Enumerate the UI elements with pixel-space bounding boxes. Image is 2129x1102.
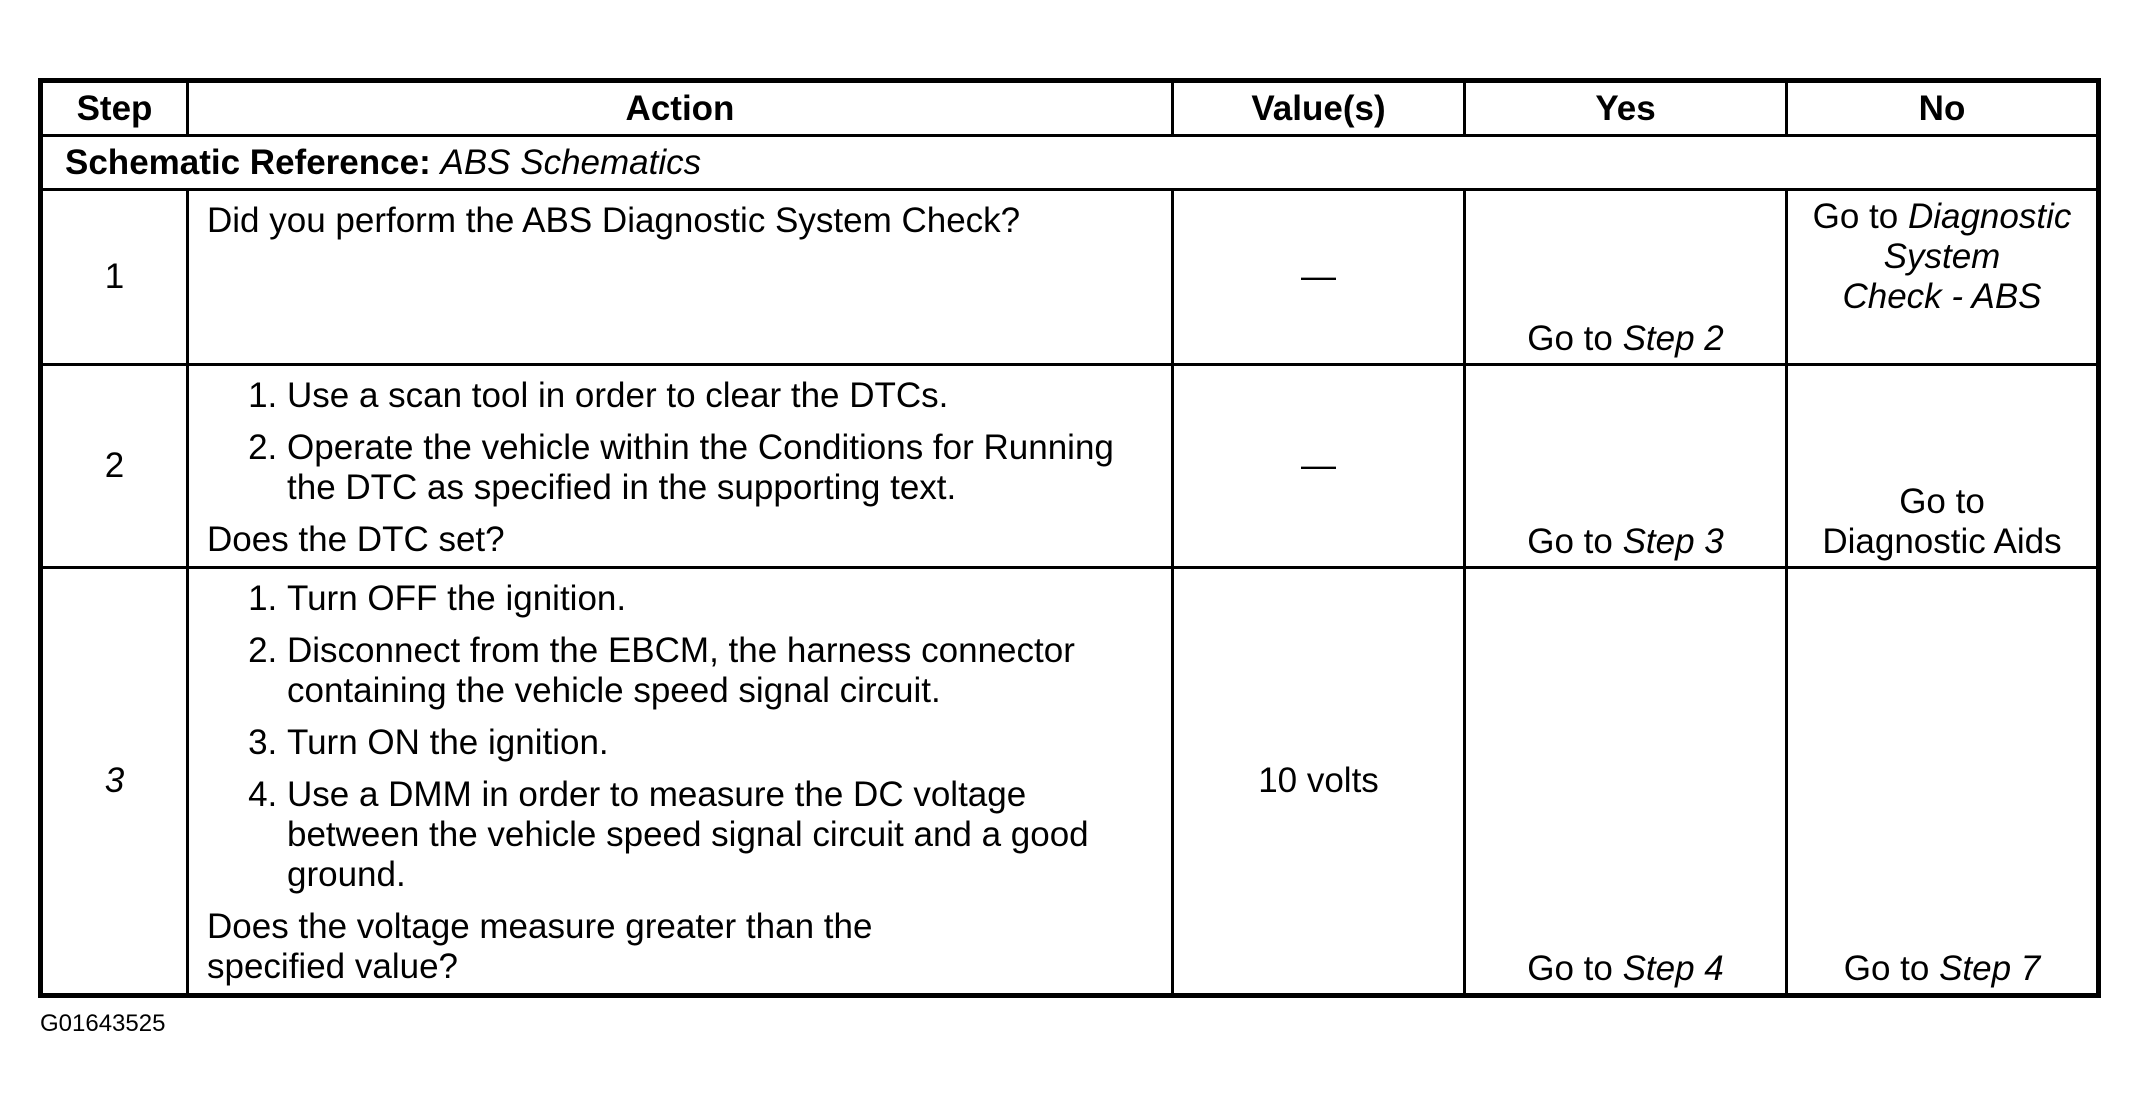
action-cell	[188, 190, 1173, 365]
no-line-2: Diagnostic Aids	[1822, 522, 2062, 561]
table-row	[41, 568, 2099, 996]
action-question	[207, 907, 1157, 987]
action-item: 1. Turn OFF the ignition.	[287, 579, 1157, 619]
action-list	[207, 579, 1157, 895]
header-action: Action	[188, 81, 1173, 136]
action-list	[207, 376, 1157, 508]
schematic-reference-row	[41, 136, 2099, 190]
no-line-1: Go to	[1899, 482, 1985, 521]
no-cell	[1787, 190, 2099, 365]
reference-label: Schematic Reference:	[65, 142, 431, 182]
yes-target: Step 3	[1622, 522, 1724, 561]
yes-target: Step 4	[1622, 949, 1724, 988]
yes-prefix: Go to	[1527, 949, 1623, 988]
table-row	[41, 190, 2099, 365]
yes-prefix: Go to	[1527, 319, 1623, 358]
question-line-1: Does the voltage measure greater than the	[207, 907, 873, 946]
step-number: 2	[41, 365, 188, 568]
value-cell: —	[1173, 190, 1465, 365]
action-item: 3. Turn ON the ignition.	[287, 723, 1157, 763]
reference-value: ABS Schematics	[440, 142, 702, 182]
no-cell	[1787, 568, 2099, 996]
table-row	[41, 365, 2099, 568]
no-prefix: Go to	[1843, 949, 1940, 988]
header-no: No	[1787, 81, 2099, 136]
no-target-1: Diagnostic	[1907, 197, 2072, 236]
yes-cell	[1465, 568, 1787, 996]
action-item: 2. Operate the vehicle within the Conditions for Running the DTC as specified in the supporting text.	[287, 428, 1157, 508]
yes-prefix: Go to	[1527, 522, 1623, 561]
question-line-2: specified value?	[207, 947, 458, 986]
action-cell	[188, 568, 1173, 996]
header-step: Step	[41, 81, 188, 136]
no-cell	[1787, 365, 2099, 568]
no-target: Step 7	[1939, 949, 2041, 988]
value-cell: —	[1173, 365, 1465, 568]
figure-id: G01643525	[40, 1010, 166, 1037]
no-line-1	[1792, 197, 2092, 237]
no-prefix: Go to	[1812, 197, 1908, 236]
no-target-2: System	[1883, 237, 2001, 276]
header-row	[41, 81, 2099, 136]
header-yes: Yes	[1465, 81, 1787, 136]
schematic-reference	[41, 136, 2099, 190]
value-cell: 10 volts	[1173, 568, 1465, 996]
step-number: 1	[41, 190, 188, 365]
action-item: 1. Use a scan tool in order to clear the DTCs.	[287, 376, 1157, 416]
yes-target: Step 2	[1622, 319, 1724, 358]
action-item: 2. Disconnect from the EBCM, the harness connector containing the vehicle speed signal circuit.	[287, 631, 1157, 711]
header-values: Value(s)	[1173, 81, 1465, 136]
yes-cell	[1465, 365, 1787, 568]
diagnostic-table	[38, 78, 2101, 998]
no-target-3: Check - ABS	[1842, 277, 2042, 316]
action-item: 4. Use a DMM in order to measure the DC voltage between the vehicle speed signal circuit and a good ground.	[287, 775, 1157, 895]
yes-cell	[1465, 190, 1787, 365]
action-question: Did you perform the ABS Diagnostic System Check?	[207, 201, 1021, 240]
action-question: Does the DTC set?	[207, 520, 505, 559]
step-number: 3	[41, 568, 188, 996]
action-cell	[188, 365, 1173, 568]
